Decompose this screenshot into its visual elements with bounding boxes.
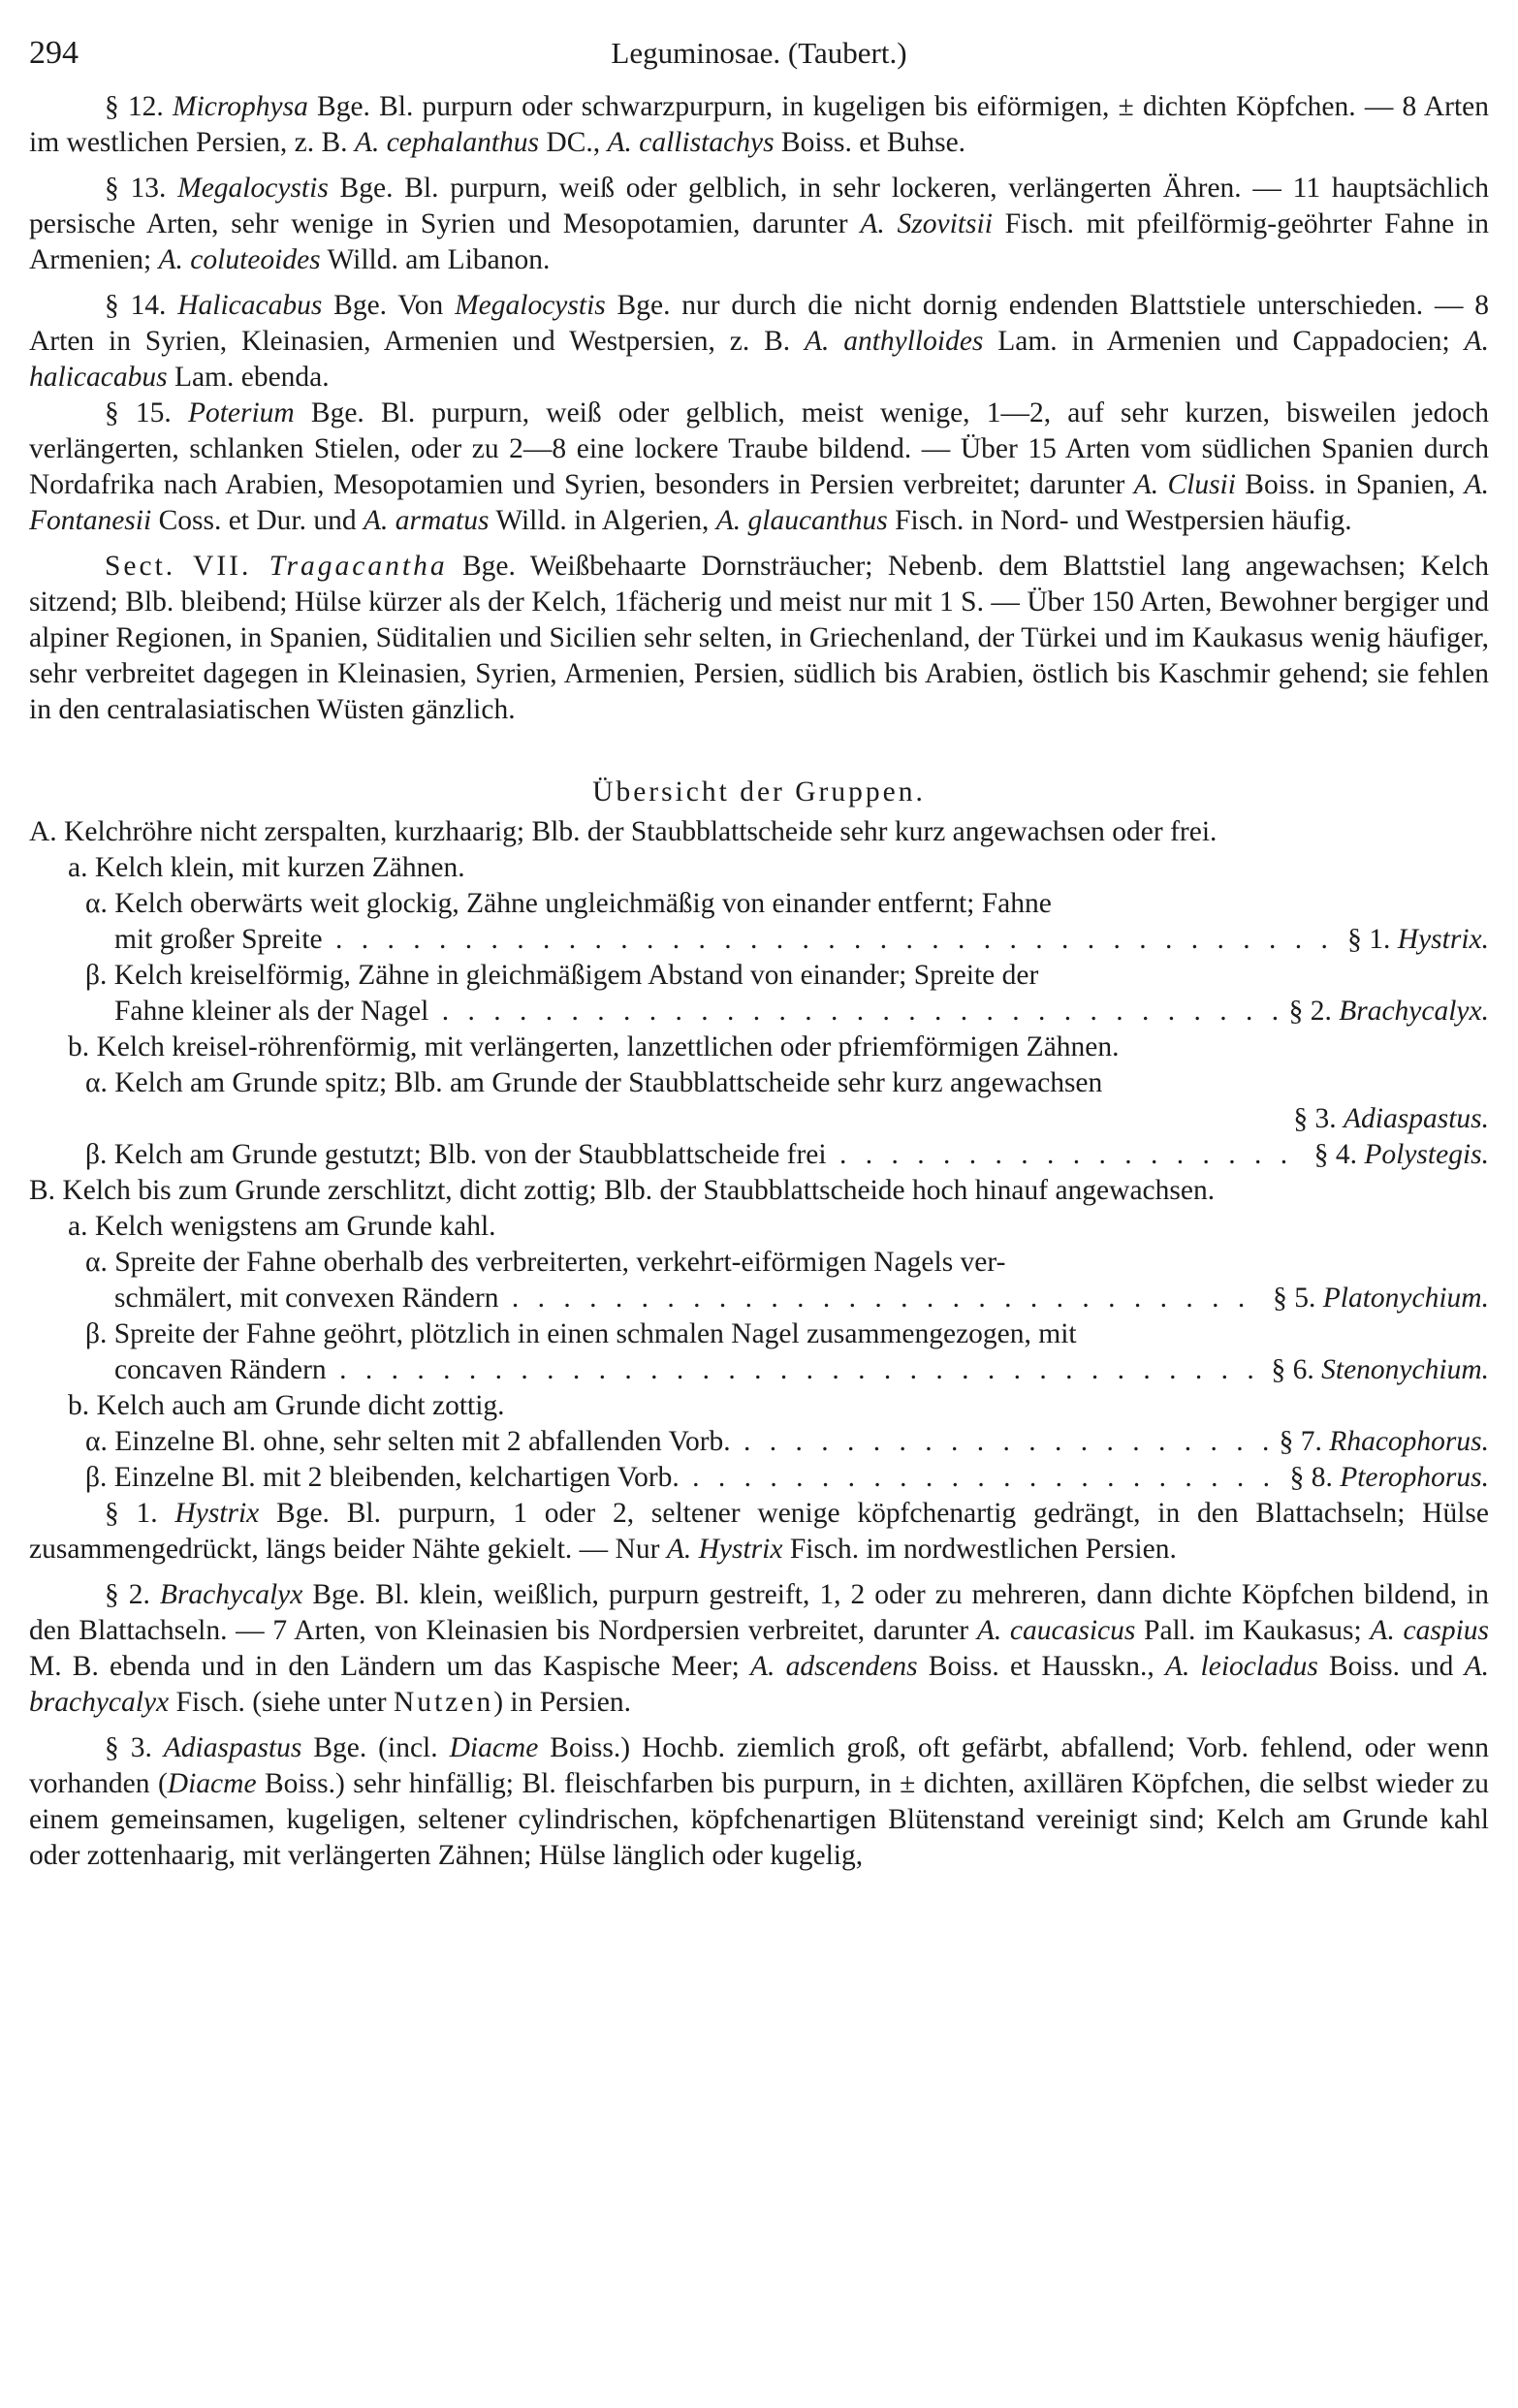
taxon-name: Halicacabus [177,290,323,321]
text-run: Bge. Weißbehaarte Dornsträucher; Nebenb. dem Blattstiel lang angewachsen; Kelch sitzend; Blb. bleibend; Hülse kürzer als der Kelch, 1fächerig und meist nur mit 1 S. — Über 150 Arten, Bewohner bergiger und alpiner Regionen, in Spanien, Süditalien und Sicilien sehr selten, in Griechenland, der Türkei und im Kaukasus wenig häufiger, sehr verbreitet dagegen in Kleinasien, Syrien, Armenien, Persien, südlich bis Arabien, östlich bis Kaschmir gehend; sie fehlen in den centralasiatischen Wüsten gänzlich. [29,551,1489,725]
taxon-name: A. Clusii [1133,469,1236,500]
taxon-name: Diacme [167,1768,257,1799]
taxon-name: Hystrix [174,1498,260,1529]
taxon-name: A. brachycalyx [29,1651,1489,1718]
taxon-name: Adiaspastus [163,1732,302,1763]
text-run: Coss. et Dur. und [151,505,364,536]
key-A-a-alpha: α. Kelch oberwärts weit glockig, Zähne ungleichmäßig von einander entfernt; Fahne [85,888,1052,919]
taxon-name: Megalocystis [455,290,606,321]
text-run: Boiss. et Hausskn., [917,1651,1165,1682]
text-run: Bge. Bl. purpurn oder schwarzpurpurn, in kugeligen bis eiförmigen, ± dichten Köpfchen. — 8 Arten im westlichen Persien, z. B. [29,91,1489,158]
taxon-name: A. Fontanesii [29,469,1489,536]
key-section-ref: § 5. Platonychium. [1273,1283,1489,1314]
key-leader-text: Fahne kleiner als der Nagel . . . [114,994,1280,1030]
text-run: Fisch. in Nord- und Westpersien häufig. [887,505,1352,536]
key-A-b-alpha-ref: § 3. Adiaspastus. [1293,1103,1489,1134]
text-run: Bge. (incl. [301,1732,450,1763]
running-head [29,29,1489,89]
text-run: Bge. Bl. klein, weißlich, purpurn gestreift, 1, 2 oder zu mehreren, dann dichte Köpfchen bildend, in den Blattachseln. — 7 Arten, von Kleinasien bis Nordpersien verbreitet, darunter [29,1579,1490,1646]
group-key [29,775,1489,1496]
taxon-name: A. cephalanthus [354,127,540,158]
text-run: Bge. Bl. purpurn, weiß oder gelblich, meist wenige, 1—2, auf sehr kurzen, bisweilen jedoch verlängerten, schlanken Stielen, oder zu 2—8 eine lockere Traube bildend. — Über 15 Arten vom südlichen Spanien durch Nordafrika nach Arabien, Mesopotamien und Syrien, besonders in Persien verbreitet; darunter [29,397,1489,500]
key-A-b-alpha: α. Kelch am Grunde spitz; Blb. am Grunde der Staubblattscheide sehr kurz angewachsen [85,1067,1103,1098]
text-run: Boiss. und [1317,1651,1465,1682]
key-leader-text: concaven Rändern . . . [114,1352,1262,1388]
text-run: Bge. nur durch die nicht dornig endenden Blattstiele unterschieden. — 8 Arten in Syrien, Kleinasien, Armenien und Westpersien, z. B. [29,290,1489,357]
key-leader-text: α. Einzelne Bl. ohne, sehr selten mit 2 abfallenden Vorb. . . . [85,1424,1270,1460]
taxon-name: A. coluteoides [158,244,321,275]
sect-vii-paragraph [29,549,1489,728]
key-B-a: a. Kelch wenigstens am Grunde kahl. [68,1211,496,1242]
key-B: B. Kelch bis zum Grunde zerschlitzt, dicht zottig; Blb. der Staubblattscheide hoch hinauf angewachsen. [29,1175,1216,1206]
key-A-a-beta-entry [29,994,1489,1030]
key-A-a-beta: β. Kelch kreiselförmig, Zähne in gleichmäßigem Abstand von einander; Spreite der [85,960,1039,991]
taxon-name: A. Hystrix [666,1534,783,1565]
taxon-name: A. anthylloides [804,326,984,357]
taxon-name: Brachycalyx [159,1579,303,1610]
key-leader-text: β. Einzelne Bl. mit 2 bleibenden, kelchartigen Vorb. . . . [85,1460,1281,1496]
key-A-a: a. Kelch klein, mit kurzen Zähnen. [68,852,465,883]
text-run: M. B. ebenda und in den Ländern um das Kaspische Meer; [29,1651,751,1682]
text-run: § 2. [105,1579,160,1610]
text-run: Lam. ebenda. [167,362,330,393]
key-B-a-beta: β. Spreite der Fahne geöhrt, plötzlich in einen schmalen Nagel zusammengezogen, mit [85,1318,1077,1349]
key-B-a-alpha-entry [29,1281,1489,1316]
text-run: Willd. in Algerien, [489,505,716,536]
section-13-paragraph [29,171,1489,278]
section-1-paragraph [29,1496,1489,1568]
key-A-b-beta-entry [29,1137,1489,1173]
text-run: Bge. Bl. purpurn, weiß oder gelblich, in sehr lockeren, verlängerten Ähren. — 11 hauptsächlich persische Arten, sehr wenige in Syrien und Mesopotamien, darunter [29,173,1490,239]
key-B-b-beta-entry [29,1460,1489,1496]
key-B-b-alpha-entry [29,1424,1489,1460]
key-B-b: b. Kelch auch am Grunde dicht zottig. [68,1390,505,1421]
taxon-name: A. leiocladus [1164,1651,1318,1682]
text-run: DC., [539,127,608,158]
text-run: § 3. [105,1732,164,1763]
page-number: 294 [29,35,79,71]
text-run: Lam. in Armenien und Cappadocien; [983,326,1465,357]
text-run: ) in Persien. [493,1687,631,1718]
taxon-name: A. halicacabus [29,326,1489,393]
taxon-name: A. callistachys [607,127,775,158]
text-run: Nutzen [394,1687,494,1718]
key-section-ref: § 7. Rhacophorus. [1279,1426,1489,1457]
taxon-name: A. caucasicus [976,1615,1136,1646]
text-run: Boiss. et Buhse. [774,127,966,158]
taxon-name: Diacme [449,1732,539,1763]
text-run: Sect. VII. [105,551,269,582]
taxon-name: A. caspius [1370,1615,1490,1646]
section-2-paragraph [29,1577,1489,1721]
section-15-paragraph [29,396,1489,539]
text-run: Boiss. in Spanien, [1235,469,1465,500]
taxon-name: Poterium [187,397,295,428]
section-3-paragraph [29,1730,1489,1874]
text-run: § 1. [105,1498,175,1529]
key-A-a-alpha-entry [29,922,1489,958]
text-run: Pall. im Kaukasus; [1135,1615,1371,1646]
running-title: Leguminosae. (Taubert.) [611,36,907,70]
key-B-a-beta-entry [29,1352,1489,1388]
key-section-ref: § 1. Hystrix. [1347,924,1489,955]
key-A: A. Kelchröhre nicht zerspalten, kurzhaarig; Blb. der Staubblattscheide sehr kurz angewachsen oder frei. [29,816,1218,847]
taxon-name: Tragacantha [269,551,448,582]
key-leader-text: β. Kelch am Grunde gestutzt; Blb. von der Staubblattscheide frei . . . [85,1137,1305,1173]
text-run: § 14. [105,290,178,321]
section-12-paragraph [29,89,1489,161]
key-leader-text: schmälert, mit convexen Rändern . . . [114,1281,1263,1316]
key-section-ref: § 8. Pterophorus. [1289,1462,1489,1493]
text-run: Fisch. mit pfeilförmig-geöhrter Fahne in Armenien; [29,208,1489,275]
taxon-name: A. glaucanthus [715,505,888,536]
key-section-ref: § 4. Polystegis. [1313,1139,1489,1170]
taxon-name: A. armatus [364,505,490,536]
taxon-name: A. Szovitsii [860,208,993,239]
text-run: Bge. Bl. purpurn, 1 oder 2, seltener wenige köpfchenartig gedrängt, in den Blattachseln; Hülse zusammengedrückt, längs beider Nähte gekielt. — Nur [29,1498,1489,1565]
text-run: Boiss.) Hochb. ziemlich groß, oft gefärbt, abfallend; Vorb. fehlend, oder wenn vorhanden ( [29,1732,1490,1799]
key-B-a-alpha: α. Spreite der Fahne oberhalb des verbreiterten, verkehrt-eiförmigen Nagels ver- [85,1247,1006,1278]
text-run: Bge. Von [322,290,456,321]
text-run: § 12. [105,91,173,122]
key-section-ref: § 6. Stenonychium. [1271,1354,1489,1385]
taxon-name: A. adscendens [750,1651,918,1682]
key-leader-text: mit großer Spreite . . . [114,922,1338,958]
key-section-ref: § 2. Brachycalyx. [1288,996,1489,1027]
text-run: Fisch. (siehe unter [169,1687,395,1718]
text-run: Boiss.) sehr hinfällig; Bl. fleischfarben bis purpurn, in ± dichten, axillären Köpfchen, die selbst wieder zu einem gemeinsamen, kugeligen, seltener cylindrischen, köpfchenartigen Blütenstand vereinigt sind; Kelch am Grunde kahl oder zottenhaarig, mit verlängerten Zähnen; Hülse länglich oder kugelig, [29,1768,1489,1871]
taxon-name: Microphysa [173,91,308,122]
text-run: § 13. [105,173,178,204]
taxon-name: Megalocystis [177,173,329,204]
text-run: § 15. [105,397,188,428]
section-14-paragraph [29,288,1489,396]
text-run: Willd. am Libanon. [320,244,551,275]
key-heading: Übersicht der Gruppen. [592,776,926,808]
key-A-b: b. Kelch kreisel-röhrenförmig, mit verlängerten, lanzettlichen oder pfriemförmigen Zähnen. [68,1031,1120,1062]
text-run: Fisch. im nordwestlichen Persien. [782,1534,1177,1565]
